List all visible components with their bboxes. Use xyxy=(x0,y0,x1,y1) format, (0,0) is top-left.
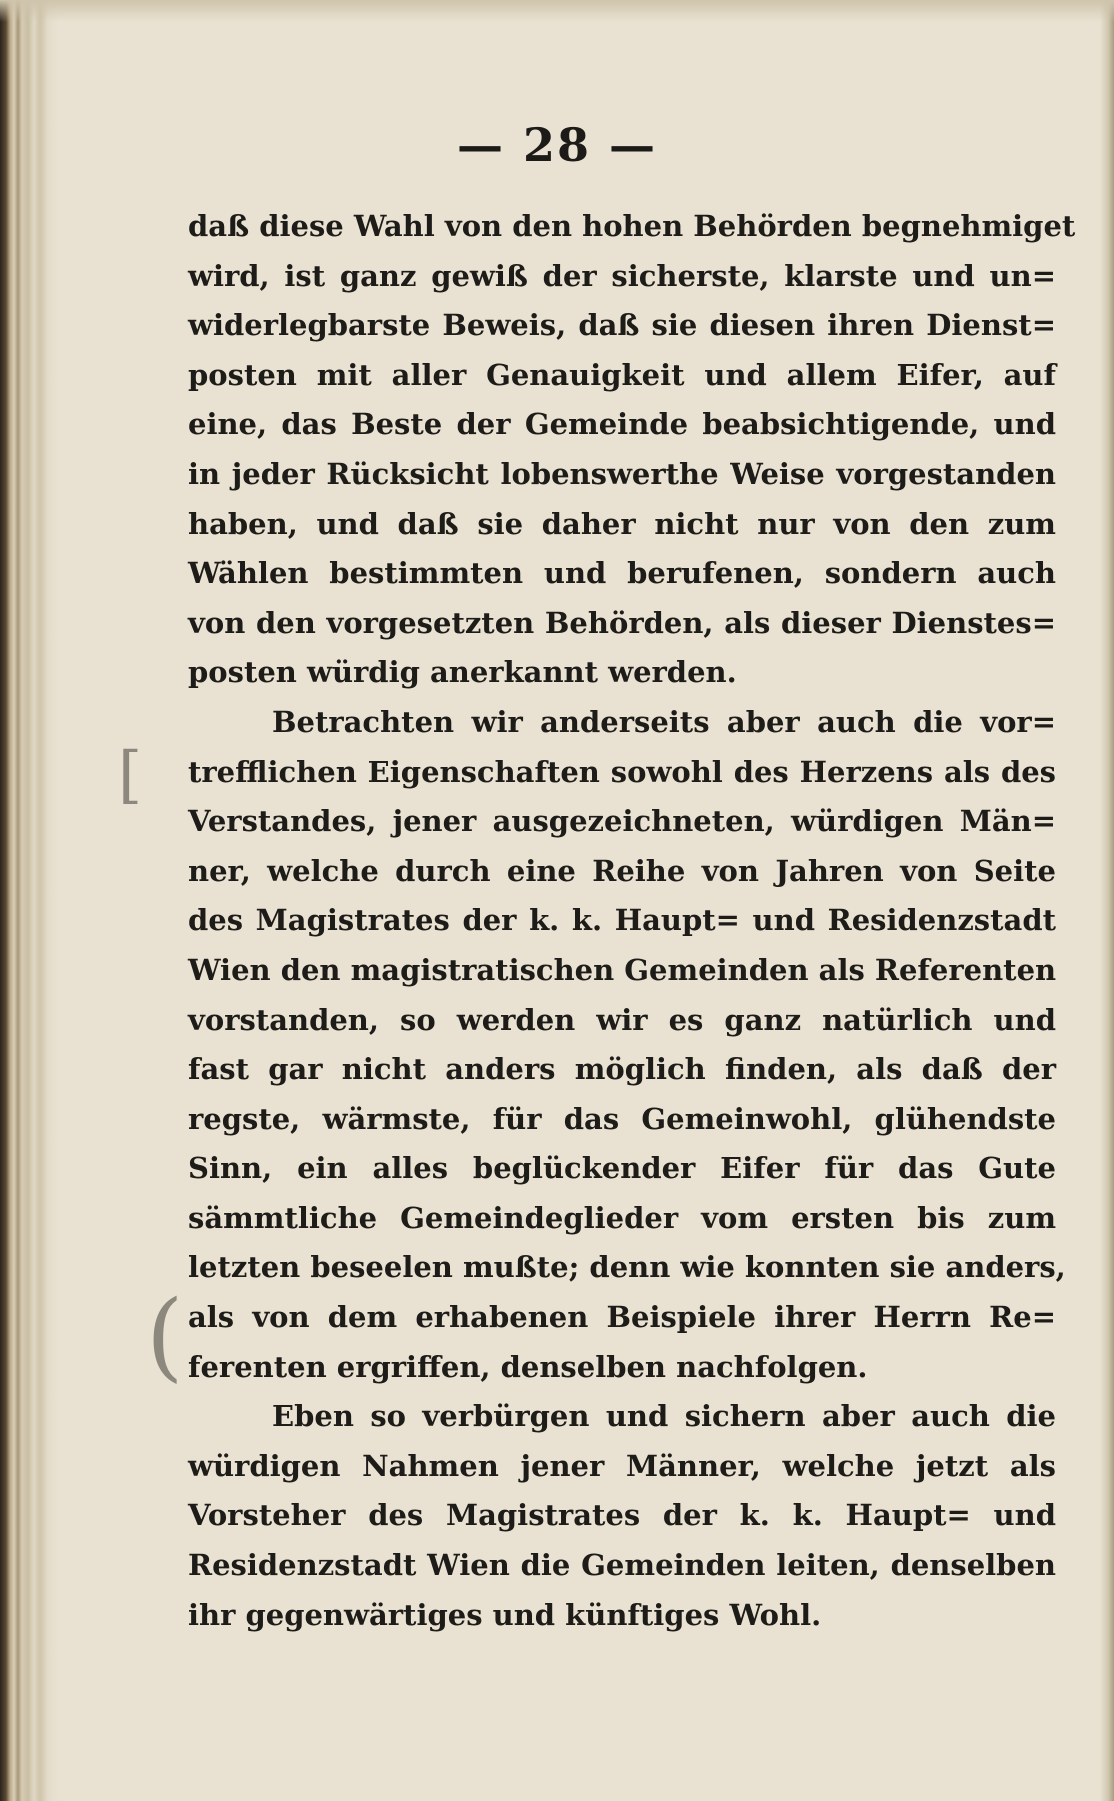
page-top-shade xyxy=(0,0,1114,22)
text-line: regste, wärmste, für das Gemeinwohl, glühendste xyxy=(188,1101,1056,1136)
text-line: posten würdig anerkannt werden. xyxy=(188,655,737,690)
page-right-edge xyxy=(1100,0,1114,1801)
text-line: letzten beseelen mußte; denn wie konnten sie anders, xyxy=(188,1250,1066,1285)
text-line: des Magistrates der k. k. Haupt= und Residenzstadt xyxy=(188,903,1056,938)
text-line: fast gar nicht anders möglich finden, als daß der xyxy=(188,1052,1056,1087)
text-line: trefflichen Eigenschaften sowohl des Herzens als des xyxy=(188,754,1056,789)
text-line: sämmtliche Gemeindeglieder vom ersten bis zum xyxy=(188,1200,1056,1235)
text-line: eine, das Beste der Gemeinde beabsichtigende, und xyxy=(188,407,1056,442)
text-line: ner, welche durch eine Reihe von Jahren von Seite xyxy=(188,853,1056,888)
text-line: Sinn, ein alles beglückender Eifer für das Gute xyxy=(188,1151,1056,1186)
text-line: haben, und daß sie daher nicht nur von den zum xyxy=(188,506,1056,541)
text-line: Wien den magistratischen Gemeinden als Referenten xyxy=(188,952,1057,987)
text-line: von den vorgesetzten Behörden, als dieser Dienstes= xyxy=(188,605,1056,640)
page-number: — 28 — xyxy=(456,118,658,172)
text-line: als von dem erhabenen Beispiele ihrer Herrn Re= xyxy=(188,1300,1056,1335)
text-line: Vorsteher des Magistrates der k. k. Haupt= und xyxy=(188,1498,1056,1533)
text-line: Eben so verbürgen und sichern aber auch die xyxy=(272,1399,1056,1434)
text-line: ihr gegenwärtiges und künftiges Wohl. xyxy=(188,1597,822,1632)
text-line: vorstanden, so werden wir es ganz natürlich und xyxy=(188,1002,1056,1037)
text-line: Betrachten wir anderseits aber auch die vor= xyxy=(272,704,1056,739)
text-line: posten mit aller Genauigkeit und allem Eifer, auf xyxy=(188,357,1056,392)
text-line: würdigen Nahmen jener Männer, welche jetzt als xyxy=(188,1448,1056,1483)
body-text xyxy=(188,202,1076,1640)
text-line: in jeder Rücksicht lobenswerthe Weise vorgestanden xyxy=(188,456,1056,491)
pencil-margin-mark: [ xyxy=(118,738,143,811)
text-line: Verstandes, jener ausgezeichneten, würdigen Män= xyxy=(188,804,1056,839)
text-line: Residenzstadt Wien die Gemeinden leiten, denselben xyxy=(188,1548,1056,1583)
text-line: daß diese Wahl von den hohen Behörden begnehmiget xyxy=(188,209,1076,243)
text-line: wird, ist ganz gewiß der sicherste, klarste und un= xyxy=(188,258,1056,293)
pencil-margin-mark: ( xyxy=(146,1280,184,1392)
text-line: Wählen bestimmten und berufenen, sondern auch xyxy=(188,556,1056,591)
page-edge-stack xyxy=(0,0,58,1801)
text-line: widerlegbarste Beweis, daß sie diesen ihren Dienst= xyxy=(188,308,1056,343)
text-line: ferenten ergriffen, denselben nachfolgen. xyxy=(188,1349,868,1384)
